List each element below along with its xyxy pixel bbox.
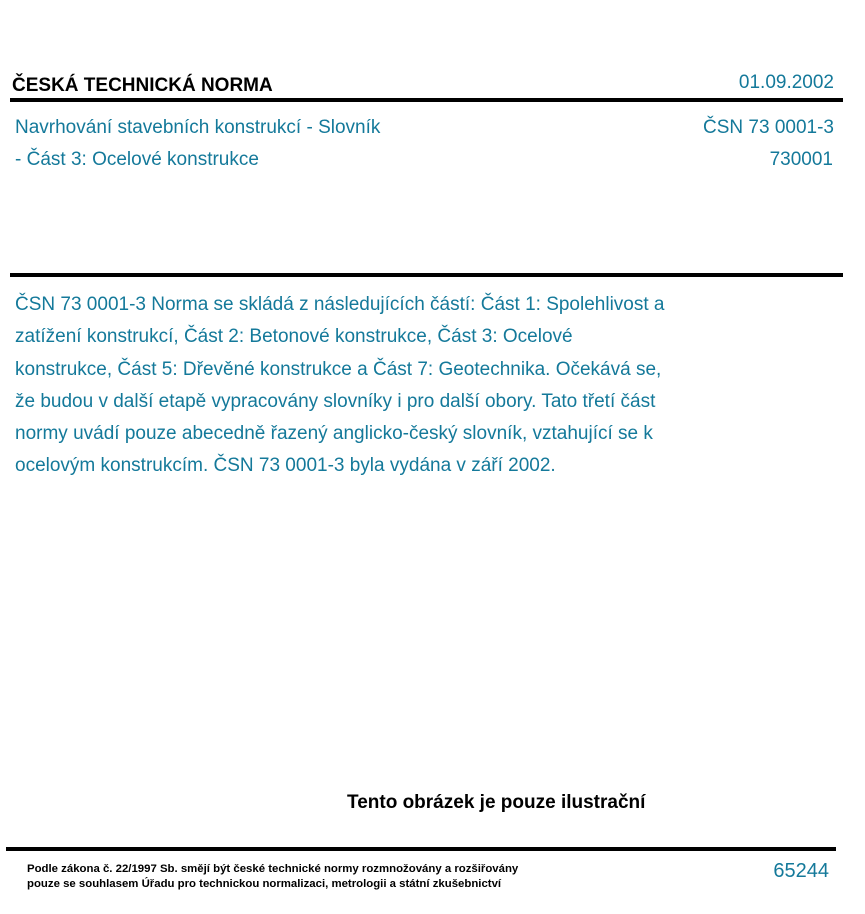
legal-notice-line-2: pouze se souhlasem Úřadu pro technickou normalizaci, metrologii a státní zkušebnictví <box>27 878 502 890</box>
standard-title-line-1: Navrhování stavebních konstrukcí - Slovník <box>15 117 381 138</box>
standard-number: ČSN 73 0001-3 <box>703 117 834 138</box>
classification-number: 730001 <box>769 149 833 170</box>
publication-date: 01.09.2002 <box>738 72 834 93</box>
document-title: ČESKÁ TECHNICKÁ NORMA <box>12 75 273 96</box>
standard-title-line-2: - Část 3: Ocelové konstrukce <box>15 149 259 170</box>
section-divider <box>10 273 843 277</box>
legal-notice-line-1: Podle zákona č. 22/1997 Sb. smějí být české technické normy rozmnožovány a rozšiřovány <box>27 863 519 875</box>
catalog-number: 65244 <box>773 860 829 882</box>
illustrative-note: Tento obrázek je pouze ilustrační <box>347 792 646 813</box>
abstract-text: ČSN 73 0001-3 Norma se skládá z následujících částí: Část 1: Spolehlivost a zatížení konstrukcí, Část 2: Betonové konstrukce, Část 3: Ocelové konstrukce, Část 5: Dřevěné konstrukce a Část 7: Geotechnika. Očekává se, že budou v další etapě vypracovány slovníky i pro další obory. Tato třetí část normy uvádí pouze abecedně řazený anglicko-český slovník, vztahující se k ocelovým konstrukcím. ČSN 73 0001-3 byla vydána v září 2002. <box>15 294 665 477</box>
footer-divider <box>6 847 836 851</box>
header-divider <box>10 98 843 102</box>
